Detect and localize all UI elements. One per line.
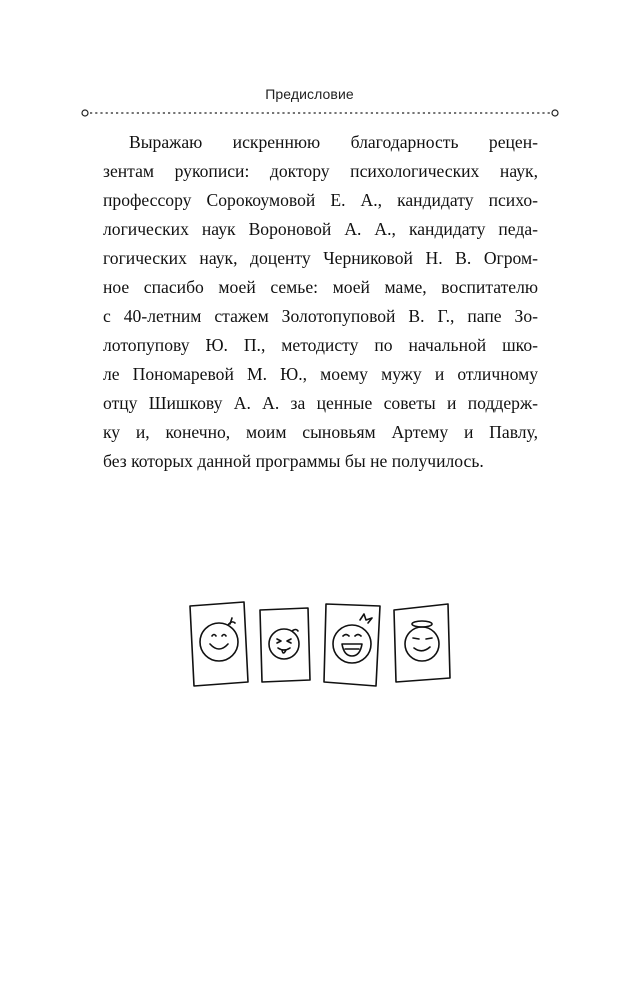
paragraph-line: с 40-летним стажем Золотопуповой В. Г., папе Зо- — [103, 306, 538, 326]
paragraph-line: гогических наук, доценту Черниковой Н. В. Огром- — [103, 248, 538, 268]
paragraph-line: лотопупову Ю. П., методисту по начальной шко- — [103, 335, 538, 355]
paragraph-line: зентам рукописи: доктору психологических наук, — [103, 161, 538, 181]
dotted-rule — [80, 107, 560, 119]
paragraph-line: логических наук Вороновой А. А., кандидату педа- — [103, 219, 538, 239]
emoji-cards-illustration — [186, 598, 452, 690]
paragraph-line: ку и, конечно, моим сыновьям Артему и Павлу, — [103, 422, 538, 442]
acknowledgement-paragraph — [103, 128, 538, 476]
smiling-face-icon — [190, 602, 248, 686]
rule-end-circle-right — [552, 110, 558, 116]
rule-end-circle-left — [82, 110, 88, 116]
paragraph-line: ле Пономаревой М. Ю., моему мужу и отличному — [103, 364, 538, 384]
paragraph-line: профессору Сорокоумовой Е. А., кандидату психо- — [103, 190, 538, 210]
paragraph-line: Выражаю искреннюю благодарность рецен- — [129, 132, 538, 152]
tongue-out-face-icon — [260, 608, 310, 682]
angel-face-icon — [394, 604, 450, 682]
paragraph-line: отцу Шишкову А. А. за ценные советы и поддерж- — [103, 393, 538, 413]
running-header: Предисловие — [265, 86, 354, 102]
laughing-face-icon — [324, 604, 380, 686]
paragraph-line: ное спасибо моей семье: моей маме, воспитателю — [103, 277, 538, 297]
paragraph-line: без которых данной программы бы не получилось. — [103, 451, 484, 471]
